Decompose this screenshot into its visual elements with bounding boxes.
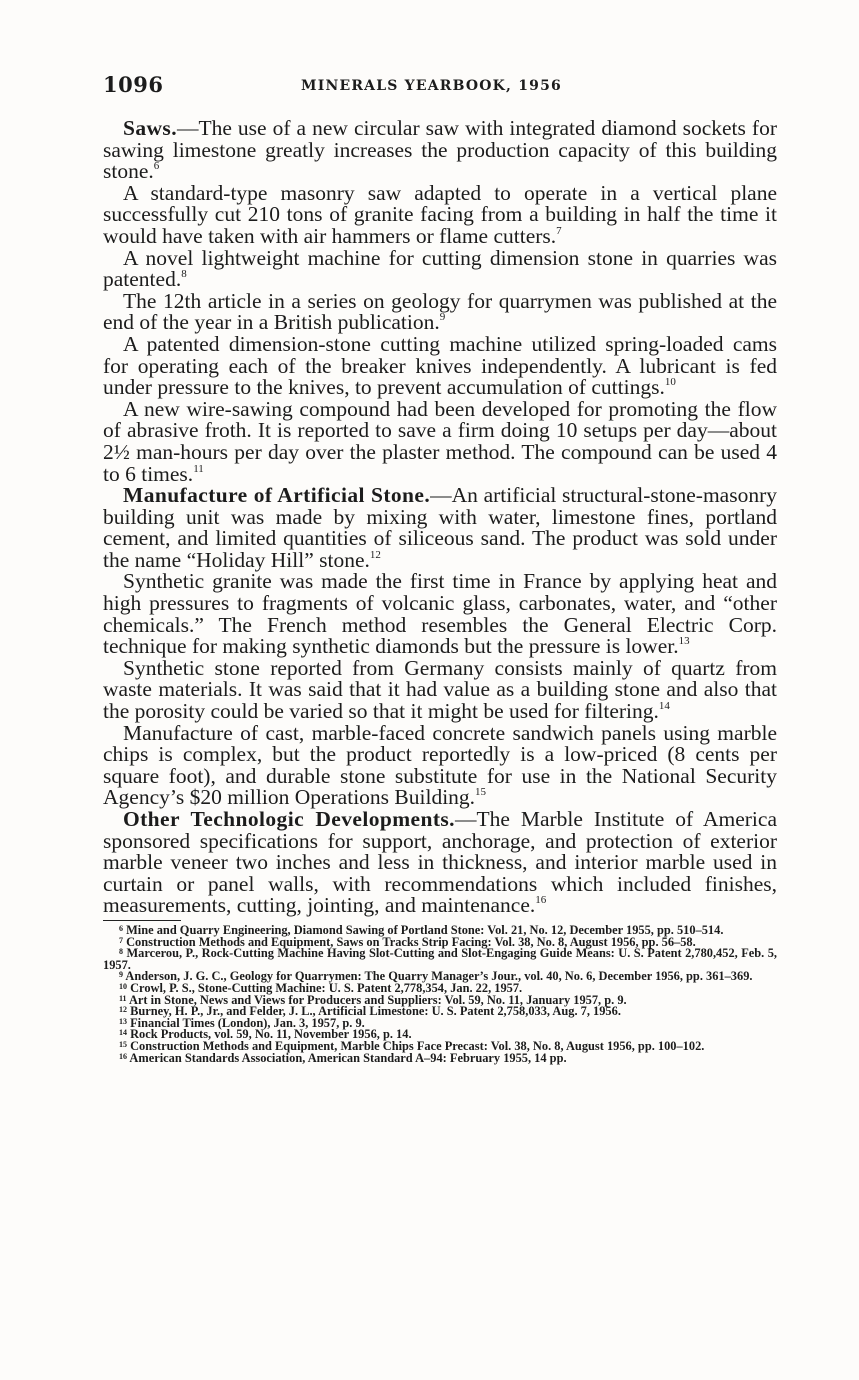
footnote-number: 11 — [119, 993, 127, 1003]
footnote-text: American Standards Association, American Standard A–94: February 1955, 14 pp. — [129, 1050, 567, 1065]
body-text — [103, 118, 777, 917]
paragraph — [103, 180, 777, 248]
footnote-number: 10 — [119, 981, 127, 991]
footnote-text: Marcerou, P., Rock-Cutting Machine Having Slot-Cutting and Slot-Engaging Guide Means: U. S. Patent 2,780,452, Feb. 5, 1957. — [103, 946, 777, 972]
footnote-ref: 9 — [439, 311, 446, 324]
footnote-text: Burney, H. P., Jr., and Felder, J. L., Artificial Limestone: U. S. Patent 2,758,033, Aug. 7, 1956. — [130, 1004, 621, 1019]
footnote-number: 13 — [119, 1016, 127, 1026]
footnote-ref: 7 — [556, 224, 562, 237]
footnote-number: 14 — [119, 1028, 127, 1038]
paragraph — [103, 571, 777, 657]
footnote-ref: 6 — [153, 160, 160, 173]
footnote-number: 15 — [119, 1039, 127, 1049]
footnote-text: Crowl, P. S., Stone-Cutting Machine: U. S. Patent 2,778,354, Jan. 22, 1957. — [130, 980, 523, 995]
footnote-divider — [103, 920, 181, 921]
paragraph-text: The 12th article in a series on geology for quarrymen was published at the end of the year in a British publication. — [103, 288, 777, 335]
document-page — [103, 72, 777, 1064]
paragraph — [103, 655, 777, 724]
section-heading: Saws. — [123, 116, 177, 140]
footnote-text: Financial Times (London), Jan. 3, 1957, p. 9. — [130, 1015, 365, 1030]
footnote-ref: 10 — [664, 376, 676, 389]
section-heading: Other Technologic Developments. — [123, 807, 455, 831]
paragraph-text: A standard-type masonry saw adapted to operate in a vertical plane successfully cut 210 tons of granite facing from a building in half the time it would have taken with air hammers or flame cutters. — [103, 180, 777, 248]
paragraph-text: A patented dimension-stone cutting machine utilized spring-loaded cams for operating each of the breaker knives independently. A lubricant is fed under pressure to the knives, to prevent accumulation of cuttings. — [103, 331, 777, 400]
paragraph-text: —The use of a new circular saw with integrated diamond sockets for sawing limestone greatly increases the production capacity of this building stone. — [103, 116, 777, 184]
paragraph — [103, 331, 777, 400]
paragraph-saws — [103, 118, 777, 183]
paragraph — [103, 720, 777, 810]
footnotes — [103, 922, 777, 1065]
footnote-number: 7 — [119, 935, 123, 945]
paragraph — [103, 396, 777, 486]
paragraph — [103, 245, 777, 292]
paragraph — [103, 288, 777, 335]
footnote-number: 8 — [119, 947, 123, 957]
paragraph-text: —The Marble Institute of America sponsored specifications for support, anchorage, and protection of exterior marble veneer two inches and less in thickness, and interior marble used in curtain or panel walls, with recommendations which included finishes, measurements, cutting, jointing, and maintenance. — [103, 807, 777, 918]
paragraph-text: A novel lightweight machine for cutting dimension stone in quarries was patented. — [103, 245, 777, 292]
footnote-text: Construction Methods and Equipment, Saws on Tracks Strip Facing: Vol. 38, No. 8, August 1956, pp. 56–58. — [126, 934, 696, 949]
paragraph-other-developments — [103, 809, 777, 917]
footnote-ref: 11 — [193, 462, 204, 475]
footnote-number: 9 — [119, 970, 123, 980]
footnote-ref: 12 — [369, 548, 381, 561]
footnote-number: 12 — [119, 1005, 127, 1015]
footnote — [103, 948, 777, 971]
paragraph-text: —An artificial structural-stone-masonry building unit was made by mixing with water, limestone fines, portland cement, and limited quantities of siliceous sand. The product was sold under the name “Holiday Hill” stone. — [103, 483, 777, 572]
paragraph-artificial-stone — [103, 485, 777, 571]
footnote-ref: 16 — [535, 894, 547, 907]
footnote-text: Construction Methods and Equipment, Marble Chips Face Precast: Vol. 38, No. 8, August 1956, pp. 100–102. — [130, 1038, 705, 1053]
footnote-text: Mine and Quarry Engineering, Diamond Sawing of Portland Stone: Vol. 21, No. 12, December 1955, pp. 510–514. — [126, 922, 724, 937]
section-heading: Manufacture of Artificial Stone. — [123, 483, 431, 508]
page-header — [103, 72, 777, 102]
paragraph-text: Synthetic stone reported from Germany consists mainly of quartz from waste materials. It was said that it had value as a building stone and also that the porosity could be varied so that it might be used for filtering. — [103, 655, 777, 724]
footnote-ref: 13 — [678, 635, 690, 648]
paragraph-text: Synthetic granite was made the first time in France by applying heat and high pressures to fragments of volcanic glass, carbonates, water, and “other chemicals.” The French method resembles the General Electric Corp. technique for making synthetic diamonds but the pressure is lower. — [103, 569, 777, 659]
footnote-text: Rock Products, vol. 59, No. 11, November 1956, p. 14. — [130, 1027, 412, 1042]
footnote-ref: 15 — [475, 786, 487, 799]
running-title: MINERALS YEARBOOK, 1956 — [301, 78, 562, 94]
footnote — [103, 1050, 777, 1065]
footnote-number: 16 — [119, 1051, 127, 1061]
footnote-text: Anderson, J. G. C., Geology for Quarrymen: The Quarry Manager’s Jour., vol. 40, No. 6, December 1956, pp. 361–369. — [125, 969, 753, 984]
page-number: 1096 — [103, 72, 164, 97]
paragraph-text: A new wire-sawing compound had been developed for promoting the flow of abrasive froth. It is reported to save a firm doing 10 setups per day—about 2½ man-hours per day over the plaster method. The compound can be used 4 to 6 times. — [103, 396, 777, 486]
footnote-text: Art in Stone, News and Views for Producers and Suppliers: Vol. 59, No. 11, January 1957, p. 9. — [128, 992, 627, 1007]
footnote-number: 6 — [119, 923, 123, 933]
footnote-ref: 14 — [658, 700, 670, 713]
footnote-ref: 8 — [181, 268, 187, 281]
paragraph-text: Manufacture of cast, marble-faced concrete sandwich panels using marble chips is complex, but the product reportedly is a low-priced (8 cents per square foot), and durable stone substitute for use in the National Security Agency’s $20 million Operations Building. — [103, 720, 777, 810]
